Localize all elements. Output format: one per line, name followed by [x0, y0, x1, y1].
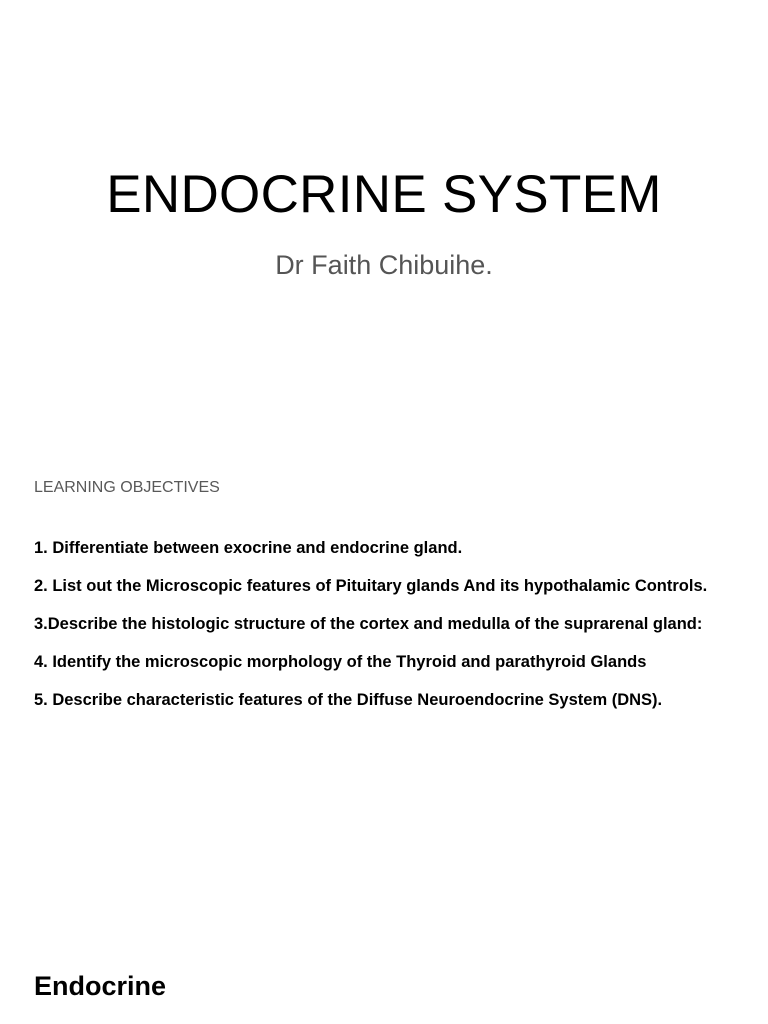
section-heading-endocrine: Endocrine [34, 971, 167, 1001]
objective-item-5: 5. Describe characteristic features of the Diffuse Neuroendocrine System (DNS). [34, 691, 663, 709]
objective-item-4: 4. Identify the microscopic morphology of the Thyroid and parathyroid Glands [34, 653, 647, 671]
objectives-list [34, 529, 734, 719]
document-author: Dr Faith Chibuihe. [275, 250, 493, 280]
document-title: ENDOCRINE SYSTEM [106, 165, 662, 224]
objective-item-1: 1. Differentiate between exocrine and endocrine gland. [34, 539, 463, 557]
objective-item-3: 3.Describe the histologic structure of the cortex and medulla of the suprarenal gland: [34, 615, 703, 633]
learning-objectives-label: LEARNING OBJECTIVES [34, 479, 220, 496]
objective-item-2: 2. List out the Microscopic features of Pituitary glands And its hypothalamic Controls. [34, 577, 708, 595]
